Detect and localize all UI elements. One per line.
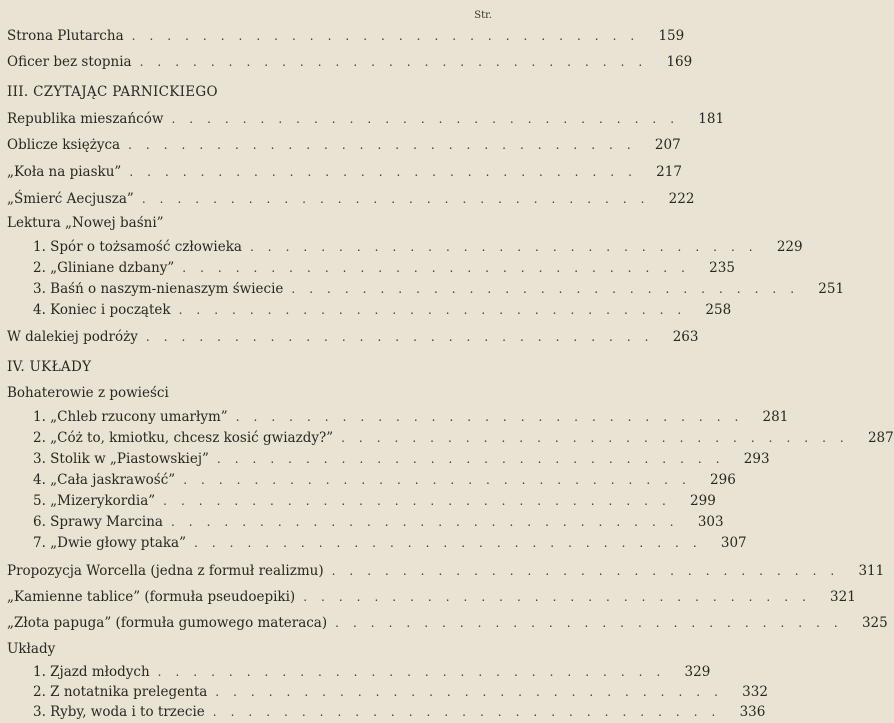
leader-dots: .............................: [131, 29, 649, 43]
group-heading: Lektura „Nowej baśni”: [7, 215, 164, 231]
toc-subentry: [0, 260, 735, 276]
toc-entry: [0, 329, 699, 345]
toc-entry: [0, 111, 725, 127]
toc-entry: [0, 191, 695, 207]
group-heading: Bohaterowie z powieści: [7, 385, 169, 401]
toc-subentry: [0, 493, 716, 509]
leader-dots: .............................: [141, 192, 659, 206]
entry-title: Oblicze księżyca: [7, 137, 121, 153]
toc-entry: [0, 589, 856, 605]
toc-entry: [0, 164, 682, 180]
leader-dots: .............................: [341, 431, 858, 445]
subentry-page: 329: [684, 664, 711, 680]
entry-title: „Kamienne tablice” (formuła pseudoepiki): [7, 589, 296, 605]
entry-title: „Złota papuga” (formuła gumowego materaca): [7, 615, 328, 631]
entry-page: 325: [861, 615, 888, 631]
entry-title: „Śmierć Aecjusza”: [7, 191, 134, 207]
leader-dots: .............................: [128, 138, 645, 152]
subentry-page: 303: [697, 514, 724, 530]
leader-dots: .............................: [183, 473, 700, 487]
leader-dots: .............................: [194, 536, 711, 550]
subentry-title: 4. „Cała jaskrawość”: [33, 472, 176, 488]
entry-page: 263: [672, 329, 699, 345]
entry-page: 207: [654, 137, 681, 153]
subentry-page: 258: [705, 302, 732, 318]
subentry-page: 293: [743, 451, 770, 467]
leader-dots: .............................: [212, 705, 730, 719]
leader-dots: .............................: [170, 515, 688, 529]
entry-title: Strona Plutarcha: [7, 28, 124, 44]
subentry-page: 307: [720, 535, 747, 551]
entry-page: 217: [656, 164, 682, 180]
entry-title: Republika mieszańców: [7, 111, 164, 127]
entry-title: „Koła na piasku”: [7, 164, 122, 180]
subentry-page: 251: [818, 281, 845, 297]
toc-subentry: [0, 684, 768, 700]
entry-title: W dalekiej podróży: [7, 329, 138, 345]
entry-page: 321: [830, 589, 856, 605]
subentry-page: 296: [710, 472, 736, 488]
toc-entry: [0, 54, 693, 70]
subentry-page: 336: [739, 704, 766, 720]
toc-subentry: [0, 430, 894, 446]
leader-dots: .............................: [303, 590, 820, 604]
leader-dots: .............................: [335, 616, 852, 630]
toc-entry: [0, 615, 888, 631]
leader-dots: .............................: [129, 165, 646, 179]
subentry-title: 3. Stolik w „Piastowskiej”: [33, 451, 209, 467]
subentry-page: 299: [690, 493, 716, 509]
leader-dots: .............................: [145, 330, 663, 344]
leader-dots: .............................: [157, 665, 675, 679]
subentry-title: 1. Zjazd młodych: [33, 664, 150, 680]
subentry-page: 281: [762, 409, 789, 425]
toc-subentry: [0, 239, 803, 255]
subentry-title: 1. „Chleb rzucony umarłym”: [33, 409, 228, 425]
subentry-title: 2. Z notatnika prelegenta: [33, 684, 208, 700]
entry-page: 159: [658, 28, 685, 44]
toc-entry: [0, 563, 885, 579]
subentry-title: 4. Koniec i początek: [33, 302, 171, 318]
subentry-title: 5. „Mizerykordia”: [33, 493, 156, 509]
subentry-title: 3. Ryby, woda i to trzecie: [33, 704, 205, 720]
leader-dots: .............................: [249, 240, 767, 254]
subentry-page: 229: [776, 239, 803, 255]
leader-dots: .............................: [331, 564, 849, 578]
entry-page: 181: [698, 111, 725, 127]
toc-entry: [0, 137, 681, 153]
leader-dots: .............................: [178, 303, 696, 317]
leader-dots: .............................: [216, 452, 734, 466]
entry-page: 311: [858, 563, 885, 579]
leader-dots: .............................: [235, 410, 753, 424]
leader-dots: .............................: [171, 112, 689, 126]
leader-dots: .............................: [215, 685, 732, 699]
entry-title: Propozycja Worcella (jedna z formuł realizmu): [7, 563, 324, 579]
leader-dots: .............................: [163, 494, 680, 508]
subentry-title: 1. Spór o tożsamość człowieka: [33, 239, 242, 255]
entry-title: Oficer bez stopnia: [7, 54, 132, 70]
leader-dots: .............................: [139, 55, 657, 69]
subentry-page: 332: [742, 684, 768, 700]
leader-dots: .............................: [182, 261, 699, 275]
toc-subentry: [0, 409, 789, 425]
toc-subentry: [0, 472, 736, 488]
subentry-title: 6. Sprawy Marcina: [33, 514, 163, 530]
toc-subentry: [0, 535, 747, 551]
page-column-label: Str.: [474, 10, 492, 21]
entry-page: 222: [668, 191, 695, 207]
subentry-title: 3. Baśń o naszym-nienaszym świecie: [33, 281, 284, 297]
subentry-title: 2. „Cóż to, kmiotku, chcesz kosić gwiazdy?”: [33, 430, 334, 446]
toc-subentry: [0, 704, 766, 720]
toc-subentry: [0, 451, 770, 467]
toc-subentry: [0, 514, 724, 530]
subentry-page: 287: [867, 430, 894, 446]
group-heading: Układy: [7, 641, 56, 657]
toc-subentry: [0, 281, 845, 297]
subentry-title: 2. „Gliniane dzbany”: [33, 260, 175, 276]
toc-subentry: [0, 302, 732, 318]
section-heading: IV. UKŁADY: [7, 359, 92, 375]
subentry-page: 235: [709, 260, 735, 276]
leader-dots: .............................: [291, 282, 809, 296]
toc-subentry: [0, 664, 711, 680]
section-heading: III. CZYTAJĄC PARNICKIEGO: [7, 84, 218, 100]
entry-page: 169: [666, 54, 693, 70]
toc-entry: [0, 28, 685, 44]
subentry-title: 7. „Dwie głowy ptaka”: [33, 535, 187, 551]
